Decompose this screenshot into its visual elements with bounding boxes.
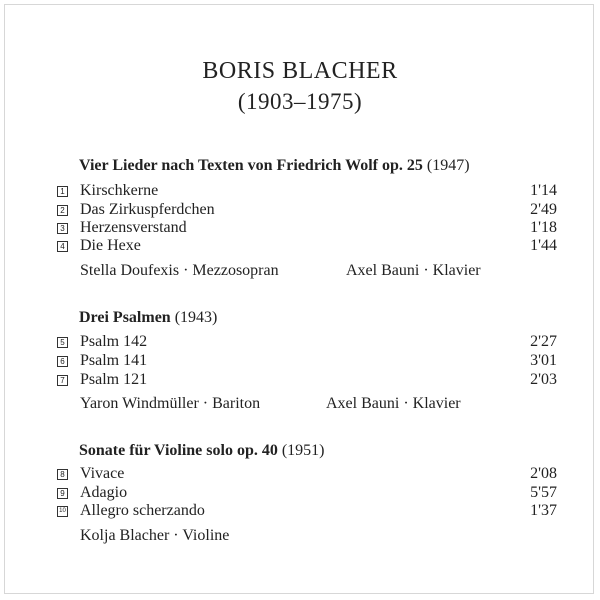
composer-dates: (1903–1975): [237, 89, 363, 114]
work-name: Drei Psalmen: [79, 309, 171, 326]
composer-name: BORIS BLACHER: [202, 58, 398, 84]
performer-credits: [80, 526, 229, 546]
track-title: Psalm 142: [80, 333, 148, 350]
track-title: Das Zirkuspferdchen: [80, 201, 215, 218]
track-duration: 2'03: [530, 371, 557, 388]
track-title: Psalm 121: [80, 371, 148, 388]
track-row: [57, 484, 557, 502]
track-duration: 5'57: [530, 484, 557, 501]
track-title: Die Hexe: [80, 237, 141, 254]
track-number-box: 1: [57, 186, 68, 197]
work-name: Sonate für Violine solo op. 40: [79, 442, 278, 459]
track-row: [57, 333, 557, 351]
track-title: Kirschkerne: [80, 182, 159, 199]
track-number-box: 5: [57, 337, 68, 348]
track-number-box: 7: [57, 375, 68, 386]
performer-credit: Axel Bauni · Klavier: [346, 262, 481, 279]
track-title: Allegro scherzando: [80, 502, 205, 519]
track-number-box: 3: [57, 223, 68, 234]
track-title: Vivace: [80, 465, 125, 482]
track-duration: 1'14: [530, 182, 557, 199]
track-duration: 3'01: [530, 352, 557, 369]
work-name: Vier Lieder nach Texten von Friedrich Wolf op. 25: [79, 157, 423, 174]
track-duration: 2'08: [530, 465, 557, 482]
track-number-box: 6: [57, 356, 68, 367]
work-title-2: [79, 308, 217, 328]
performer-credit: Axel Bauni · Klavier: [326, 395, 461, 412]
track-title: Herzensverstand: [80, 219, 187, 236]
track-row: [57, 219, 557, 237]
track-duration: 1'18: [530, 219, 557, 236]
track-number-box: 8: [57, 469, 68, 480]
work-year: (1943): [174, 309, 218, 326]
track-row: [57, 182, 557, 200]
track-row: [57, 201, 557, 219]
track-title: Adagio: [80, 484, 128, 501]
track-row: [57, 502, 557, 520]
work-year: (1947): [426, 157, 470, 174]
track-row: [57, 465, 557, 483]
work-title-1: [79, 156, 470, 176]
performer-credits: [80, 394, 461, 414]
track-duration: 2'27: [530, 333, 557, 350]
track-row: [57, 371, 557, 389]
work-year: (1951): [281, 442, 325, 459]
track-duration: 1'37: [530, 502, 557, 519]
track-duration: 2'49: [530, 201, 557, 218]
performer-credit: Yaron Windmüller · Bariton: [80, 395, 261, 412]
work-title-3: [79, 441, 325, 461]
track-row: [57, 237, 557, 255]
track-row: [57, 352, 557, 370]
performer-credit: Stella Doufexis · Mezzosopran: [80, 262, 279, 279]
track-duration: 1'44: [530, 237, 557, 254]
track-number-box: 4: [57, 241, 68, 252]
track-number-box: 10: [57, 506, 68, 517]
track-number-box: 9: [57, 488, 68, 499]
performer-credit: Kolja Blacher · Violine: [80, 527, 230, 544]
track-number-box: 2: [57, 205, 68, 216]
performer-credits: [80, 261, 481, 281]
track-title: Psalm 141: [80, 352, 148, 369]
